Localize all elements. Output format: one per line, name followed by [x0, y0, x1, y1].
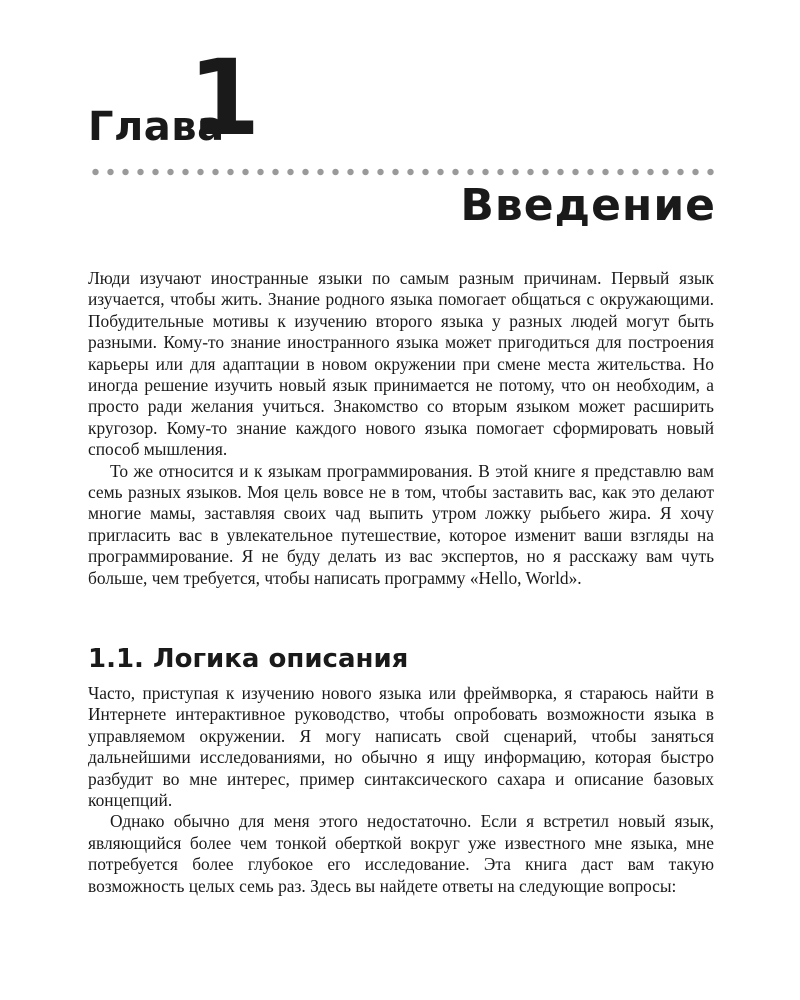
chapter-number: 1	[188, 37, 261, 159]
intro-paragraph-2: То же относится и к языкам программирования. В этой книге я представлю вам семь разных языков. Моя цель вовсе не в том, чтобы заставить вас, как это делают многие мамы, заставляя своих чад выпить утром ложку рыбьего жира. Я хочу пригласить вас в увлекательное путешествие, которое изменит ваши взгляды на программирование. Я не буду делать из вас экспертов, но я расскажу вам чуть больше, чем требуется, чтобы написать программу «Hello, World».	[88, 460, 714, 588]
dotted-divider	[88, 167, 718, 177]
section-heading: 1.1. Логика описания	[88, 644, 409, 674]
chapter-label: Глава	[88, 104, 225, 150]
section-paragraph-1: Часто, приступая к изучению нового языка или фреймворка, я стараюсь найти в Интернете интерактивное руководство, чтобы опробовать возможности языка в управляемом окружении. Я могу написать свой сценарий, чтобы заняться дальнейшими исследованиями, но обычно я ищу информацию, которая быстро разбудит во мне интерес, пример синтаксического сахара и описание базовых концепций.	[88, 683, 714, 811]
intro-paragraph-1: Люди изучают иностранные языки по самым разным причинам. Первый язык изучается, чтобы жить. Знание родного языка помогает общаться с окружающими. Побудительные мотивы к изучению второго языка у разных людей могут быть разными. Кому-то знание иностранного языка может пригодиться для построения карьеры или для адаптации в новом окружении при смене места жительства. Но иногда решение изучить новый язык принимается не потому, что он необходим, а просто ради желания учиться. Знакомство со вторым языком может расширить кругозор. Кому-то знание каждого нового языка помогает сформировать новый способ мышления.	[88, 268, 714, 460]
intro-text	[88, 268, 714, 589]
section-paragraph-2: Однако обычно для меня этого недостаточно. Если я встретил новый язык, являющийся более чем тонкой оберткой вокруг уже известного мне языка, мне потребуется более глубокое его исследование. Эта книга даст вам такую возможность целых семь раз. Здесь вы найдете ответы на следующие вопросы:	[88, 811, 714, 896]
section-text	[88, 683, 714, 897]
chapter-header	[88, 37, 718, 162]
chapter-title: Введение	[460, 180, 716, 231]
